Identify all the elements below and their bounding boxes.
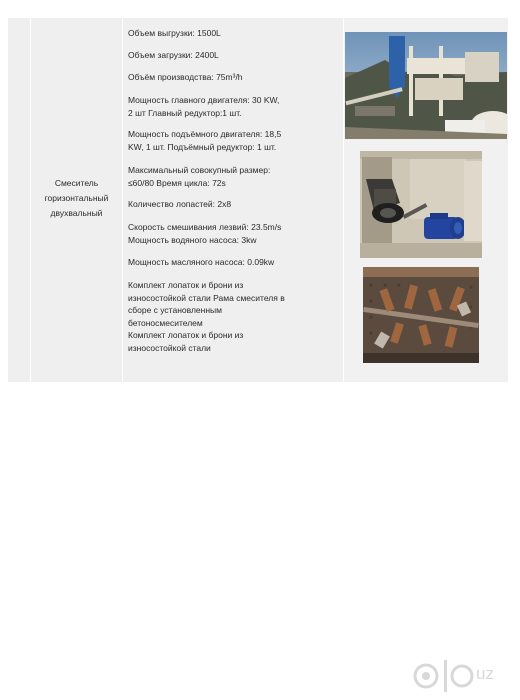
spec-line: Объем выгрузки: 1500L	[128, 28, 221, 38]
mixer-motor-photo	[360, 151, 482, 258]
spec-blade-count	[128, 198, 340, 211]
spec-line: Мощность подъёмного двигателя: 18,5	[128, 129, 282, 139]
cell-divider	[122, 18, 123, 382]
spec-aggregate-size	[128, 164, 340, 189]
spec-load-volume	[128, 49, 340, 62]
spec-line: KW, 1 шт. Подъёмный редуктор: 1 шт.	[128, 141, 277, 152]
batching-plant-photo	[345, 32, 507, 139]
spec-line: 2 шт Главный редуктор:1 шт.	[128, 107, 242, 118]
spec-line: износостойкой стали Рама смесителя в	[128, 292, 285, 303]
spec-line: Комплект лопаток и брони из	[128, 330, 244, 340]
mixer-blades-photo	[363, 267, 479, 363]
cell-divider	[343, 18, 344, 382]
spec-line: Мощность масляного насоса: 0.09kw	[128, 257, 275, 267]
spec-lift-motor	[128, 128, 340, 153]
watermark	[412, 654, 510, 694]
product-name-cell	[31, 18, 122, 382]
spec-line: Объём производства: 75m³/h	[128, 72, 243, 82]
product-name-line: двухвальный	[50, 208, 103, 218]
spec-line: сборе с установленным	[128, 305, 222, 315]
cell-divider	[30, 18, 31, 382]
specs-cell	[123, 18, 343, 382]
spec-line: Комплект лопаток и брони из	[128, 280, 244, 290]
photos-cell	[344, 18, 508, 382]
spec-productivity	[128, 71, 340, 84]
product-name	[31, 176, 122, 221]
product-name-line: горизонтальный	[44, 193, 109, 203]
spec-line: Объем загрузки: 2400L	[128, 50, 219, 60]
spec-line: Мощность главного двигателя: 30 KW,	[128, 95, 280, 105]
spec-oil-pump	[128, 256, 340, 269]
spec-line: Максимальный совокупный размер:	[128, 165, 271, 175]
spec-line: износостойкой стали	[128, 342, 211, 353]
spec-main-motor	[128, 94, 340, 119]
spec-unload-volume	[128, 27, 340, 40]
product-name-line: Смеситель	[54, 178, 99, 188]
spec-blade-speed	[128, 221, 340, 246]
spec-table	[8, 18, 508, 382]
index-cell	[8, 18, 30, 382]
spec-line: Мощность водяного насоса: 3kw	[128, 234, 257, 245]
spec-line: ≤60/80 Время цикла: 72s	[128, 177, 226, 188]
spec-line: Количество лопастей: 2x8	[128, 199, 232, 209]
spec-line: Скорость смешивания лезвий: 23.5m/s	[128, 222, 282, 232]
spec-blade-kit	[128, 279, 340, 354]
spec-line: бетоносмесителем	[128, 317, 203, 328]
watermark-text: uz	[476, 664, 494, 683]
